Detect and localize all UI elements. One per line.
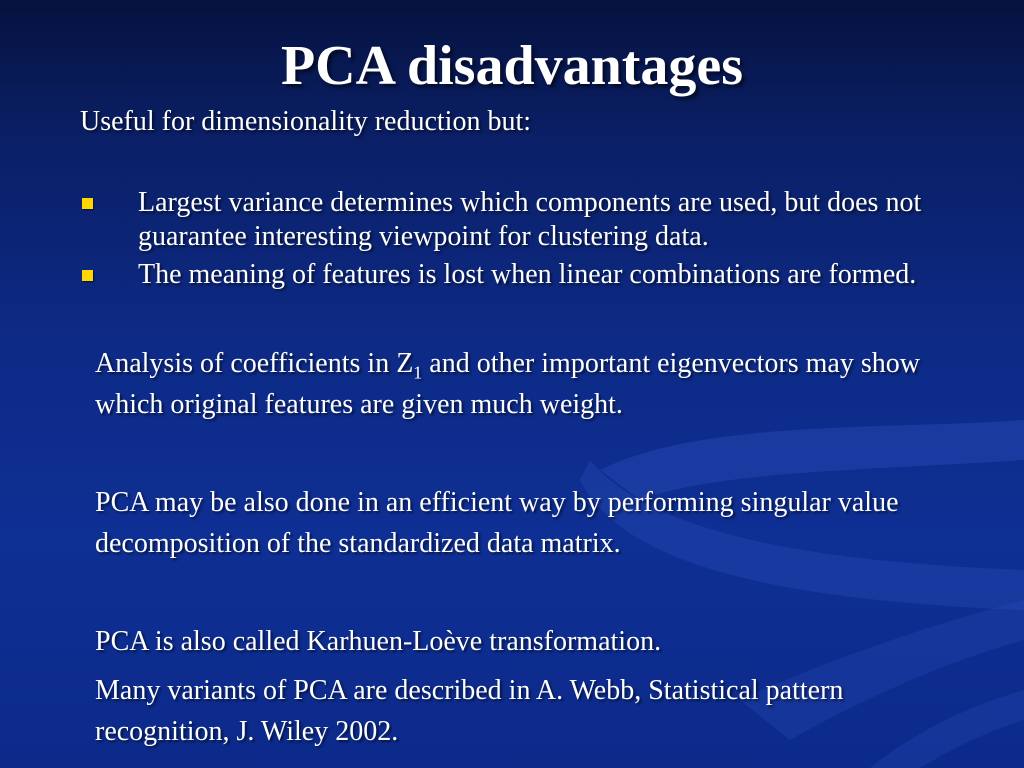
paragraph-svd: PCA may be also done in an efficient way by performing singular value decomposition of the standardized data matrix. <box>95 487 899 559</box>
intro-text: Useful for dimensionality reduction but: <box>80 106 532 137</box>
paragraph-coefficients-end: and other important eigenvectors may show which original features are given much weight. <box>95 348 920 420</box>
paragraph-variants: Many variants of PCA are described in A. Webb, Statistical pattern recognition, J. Wiley 2002. <box>95 675 844 747</box>
bullet-list <box>80 186 960 296</box>
subscript-1: 1 <box>413 362 423 383</box>
paragraph-coefficients <box>95 343 975 425</box>
paragraph-karhunen-loeve: PCA is also called Karhuen-Loève transformation. <box>95 626 662 657</box>
bullet-text: The meaning of features is lost when linear combinations are formed. <box>138 259 917 290</box>
square-bullet-icon <box>82 198 93 209</box>
bullet-item <box>80 186 960 254</box>
square-bullet-icon <box>82 270 93 281</box>
slide-title: PCA disadvantages <box>280 35 744 97</box>
bullet-text: Largest variance determines which components are used, but does not guarantee interesting viewpoint for clustering data. <box>138 187 922 252</box>
bullet-item <box>80 258 960 292</box>
paragraph-coefficients-start: Analysis of coefficients in Z <box>95 348 414 379</box>
